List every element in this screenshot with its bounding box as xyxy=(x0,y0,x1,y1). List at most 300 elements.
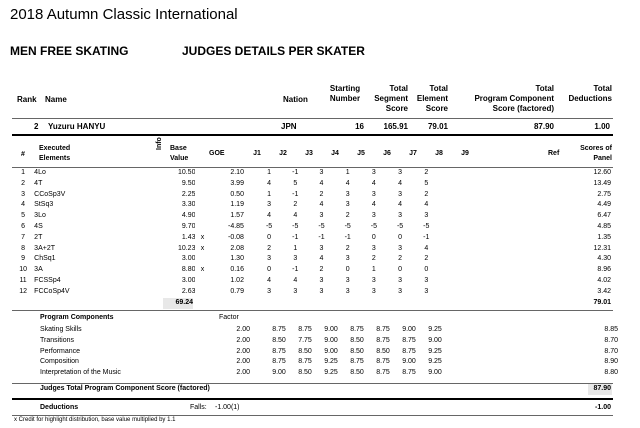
judge-score: 0 xyxy=(267,233,272,241)
judge-score: 8.50 xyxy=(298,347,312,355)
skater-rank: 2 xyxy=(34,122,39,131)
judge-score: 0 xyxy=(267,266,272,274)
judge-score: 8.75 xyxy=(376,326,390,333)
element-number: 3 xyxy=(21,190,26,198)
divider xyxy=(12,134,613,136)
judge-score: 2 xyxy=(424,169,429,176)
judge-score: 1 xyxy=(371,266,376,274)
judge-score: 9.00 xyxy=(402,326,416,333)
judge-score: -1 xyxy=(344,233,351,241)
element-panel-score: 12.60 xyxy=(593,169,611,176)
element-goe: -4.85 xyxy=(228,222,244,230)
pcs-total-label: Judges Total Program Component Score (factored) xyxy=(40,385,210,392)
deductions-label: Deductions xyxy=(40,404,79,411)
element-info xyxy=(153,168,164,179)
judge-score: 4 xyxy=(267,179,272,187)
judge-score: 9.00 xyxy=(272,369,286,377)
divider xyxy=(12,118,613,119)
spacer xyxy=(250,368,266,379)
judge-score: 3 xyxy=(319,276,324,284)
judge-score: 2 xyxy=(319,190,324,198)
judge-header: J8 xyxy=(435,150,443,157)
element-info xyxy=(153,211,164,222)
judge-score: -5 xyxy=(292,222,299,230)
ref-cell xyxy=(492,244,542,255)
element-number: 1 xyxy=(21,169,26,176)
skater-name: Yuzuru HANYU xyxy=(48,122,106,131)
judge-score xyxy=(439,211,465,222)
spacer xyxy=(12,347,34,358)
element-info xyxy=(153,179,164,190)
judge-score: 4 xyxy=(319,255,324,263)
element-base-value: 2.25 xyxy=(181,190,196,198)
executed-elements-header: Executed Elements xyxy=(39,145,71,162)
judge-score: 3 xyxy=(319,212,324,220)
judge-score: 3 xyxy=(293,255,298,263)
judge-header: J3 xyxy=(305,150,313,157)
judge-score xyxy=(466,254,492,265)
judge-score: 9.25 xyxy=(428,326,442,333)
element-bonus-mark xyxy=(195,168,209,179)
judge-score xyxy=(466,179,492,190)
element-panel-score: 4.30 xyxy=(597,255,611,263)
component-row xyxy=(12,357,620,368)
component-panel-score: 8.70 xyxy=(604,336,618,344)
judge-score: 2 xyxy=(424,255,429,263)
element-base-value: 4.90 xyxy=(181,212,196,220)
judge-score xyxy=(448,336,474,347)
judge-score xyxy=(439,287,465,298)
spacer xyxy=(250,347,266,358)
judge-score: 4 xyxy=(371,201,376,209)
element-base-value: 2.63 xyxy=(181,287,196,295)
spacer xyxy=(250,357,266,368)
judge-score: 1 xyxy=(293,244,298,252)
ref-cell xyxy=(492,179,542,190)
judge-score xyxy=(439,244,465,255)
pcs-total: 87.90 xyxy=(593,385,611,392)
judge-score: 4 xyxy=(424,201,429,209)
footnote: x Credit for highlight distribution, base value multiplied by 1.1 xyxy=(14,417,176,423)
judge-score xyxy=(466,222,492,233)
component-factor: 2.00 xyxy=(236,347,250,355)
judge-score: 4 xyxy=(371,179,376,187)
report-title: JUDGES DETAILS PER SKATER xyxy=(182,44,365,58)
element-name: StSq3 xyxy=(34,201,54,209)
element-goe: -0.08 xyxy=(228,233,244,241)
element-base-value: 10.23 xyxy=(177,244,196,252)
judge-score xyxy=(448,325,474,336)
judge-score: -1 xyxy=(292,233,299,241)
judge-score: -1 xyxy=(318,233,325,241)
element-bonus-mark xyxy=(195,200,209,211)
pcs-title: Program Components xyxy=(40,314,114,321)
component-name: Transitions xyxy=(40,336,74,344)
judge-score: 3 xyxy=(345,201,350,209)
component-row xyxy=(12,325,620,336)
element-panel-score: 4.85 xyxy=(597,222,611,230)
judge-score: 3 xyxy=(319,287,324,295)
spacer xyxy=(250,336,266,347)
element-goe: 1.57 xyxy=(230,212,244,220)
judge-score xyxy=(474,347,500,358)
judge-score: 2 xyxy=(319,266,324,274)
base-value-header: Base Value xyxy=(170,145,189,162)
component-name: Skating Skills xyxy=(40,326,82,333)
element-name: 2T xyxy=(34,233,43,241)
elements-table xyxy=(12,168,613,298)
num-header: # xyxy=(21,151,25,158)
element-goe: 0.79 xyxy=(230,287,244,295)
element-bonus-mark: x xyxy=(200,244,205,252)
component-row xyxy=(12,368,620,379)
judge-score: 1 xyxy=(267,190,272,198)
judge-score: 0 xyxy=(371,233,376,241)
element-bonus-mark xyxy=(195,287,209,298)
element-number: 8 xyxy=(21,244,26,252)
event-title: 2018 Autumn Classic International xyxy=(10,6,238,23)
element-info xyxy=(153,276,164,287)
judge-score: -5 xyxy=(265,222,273,230)
element-number: 9 xyxy=(21,255,26,263)
factor-header: Factor xyxy=(219,314,239,321)
judge-score: 8.50 xyxy=(350,336,364,344)
judge-score: 9.00 xyxy=(324,326,338,333)
judge-score: 4 xyxy=(398,201,403,209)
element-base-value: 10.50 xyxy=(177,169,196,176)
judge-score: 9.25 xyxy=(324,358,338,366)
judge-score: 3 xyxy=(293,287,298,295)
judge-score: 5 xyxy=(293,179,298,187)
element-panel-score: 12.31 xyxy=(593,244,611,252)
element-number: 4 xyxy=(21,201,26,209)
judge-score: 8.75 xyxy=(402,369,416,377)
judge-score: 4 xyxy=(398,179,403,187)
element-panel-score: 3.42 xyxy=(597,287,611,295)
element-info xyxy=(153,265,164,276)
skater-segment-score: 165.91 xyxy=(383,122,408,131)
judge-score: 8.75 xyxy=(402,347,416,355)
judge-header: J4 xyxy=(331,150,339,157)
component-name: Interpretation of the Music xyxy=(40,369,121,377)
judge-score: 2 xyxy=(345,212,350,220)
element-base-value: 1.43 xyxy=(181,233,196,241)
element-info xyxy=(153,254,164,265)
judge-score: 3 xyxy=(371,287,376,295)
element-row xyxy=(12,276,613,287)
component-factor: 2.00 xyxy=(236,369,250,377)
judge-header: J9 xyxy=(461,150,469,157)
element-name: FCCoSp4V xyxy=(34,287,70,295)
element-name: 3A xyxy=(34,266,43,274)
total-element-score-header: Total Element Score xyxy=(416,84,448,113)
total-pcs-header: Total Program Component Score (factored) xyxy=(474,84,554,113)
judge-score xyxy=(448,347,474,358)
element-bonus-mark xyxy=(195,276,209,287)
judge-score: 3 xyxy=(398,287,403,295)
judge-score: -1 xyxy=(423,233,430,241)
judge-header: J2 xyxy=(279,150,287,157)
nation-header: Nation xyxy=(283,95,308,104)
judge-score: 4 xyxy=(293,276,298,284)
judge-score: 9.25 xyxy=(428,347,442,355)
spacer xyxy=(250,325,266,336)
judge-score xyxy=(439,276,465,287)
element-name: 3A+2T xyxy=(34,244,55,252)
element-goe: 3.99 xyxy=(230,179,244,187)
judge-score: 1 xyxy=(345,169,350,176)
judge-score xyxy=(466,190,492,201)
judge-score: 0 xyxy=(424,266,429,274)
spacer xyxy=(12,368,34,379)
element-number: 12 xyxy=(19,287,27,295)
judge-score: 9.25 xyxy=(324,369,338,377)
goe-header: GOE xyxy=(209,150,225,157)
judge-score: 3 xyxy=(371,169,376,176)
element-goe: 1.30 xyxy=(230,255,244,263)
element-name: FCSSp4 xyxy=(34,276,61,284)
judge-score: 3 xyxy=(319,169,324,176)
judge-score: 9.00 xyxy=(428,336,442,344)
judge-score xyxy=(466,168,492,179)
judge-score: 8.75 xyxy=(272,326,286,333)
element-name: ChSq1 xyxy=(34,255,56,263)
element-base-value: 9.50 xyxy=(181,179,196,187)
spacer xyxy=(12,325,34,336)
judge-score xyxy=(439,233,465,244)
element-number: 6 xyxy=(21,222,26,230)
total-segment-score-header: Total Segment Score xyxy=(374,84,408,113)
judge-score: 8.50 xyxy=(350,347,364,355)
judge-score: -5 xyxy=(318,222,325,230)
element-row xyxy=(12,168,613,179)
element-bonus-mark xyxy=(195,254,209,265)
element-base-value: 3.00 xyxy=(181,255,196,263)
judge-score: 3 xyxy=(371,212,376,220)
element-goe: 1.19 xyxy=(230,201,244,209)
judge-score xyxy=(439,179,465,190)
component-panel-score: 8.70 xyxy=(604,347,618,355)
component-panel-score: 8.80 xyxy=(604,369,618,377)
ref-cell xyxy=(500,357,550,368)
ref-cell xyxy=(500,347,550,358)
judge-score xyxy=(474,368,500,379)
judge-score: 4 xyxy=(319,179,324,187)
skater-pcs: 87.90 xyxy=(533,122,554,131)
judge-score xyxy=(466,244,492,255)
element-panel-score: 4.02 xyxy=(597,276,611,284)
judge-score: 9.00 xyxy=(324,347,338,355)
ref-cell xyxy=(500,368,550,379)
ref-cell xyxy=(492,233,542,244)
judge-score xyxy=(439,168,465,179)
ref-cell xyxy=(492,265,542,276)
judge-score: 8.75 xyxy=(376,369,390,377)
judge-score: -5 xyxy=(344,222,351,230)
spacer xyxy=(12,357,34,368)
judge-score xyxy=(466,265,492,276)
judge-score: 9.25 xyxy=(428,358,442,366)
judge-score: 3 xyxy=(267,255,272,263)
element-info xyxy=(153,287,164,298)
spacer xyxy=(12,336,34,347)
deductions-total: -1.00 xyxy=(595,404,611,411)
info-header: Info xyxy=(156,137,163,150)
components-table xyxy=(12,325,620,379)
judge-score: 3 xyxy=(345,276,350,284)
judge-score: 8.75 xyxy=(272,347,286,355)
element-number: 5 xyxy=(21,212,26,220)
element-base-value: 3.00 xyxy=(181,276,196,284)
ref-cell xyxy=(492,190,542,201)
total-deductions-header: Total Deductions xyxy=(568,84,612,103)
judge-score: 8.75 xyxy=(402,336,416,344)
ref-cell xyxy=(492,254,542,265)
judge-score: 8.50 xyxy=(298,369,312,377)
element-bonus-mark xyxy=(195,211,209,222)
judge-score: 4 xyxy=(267,276,272,284)
element-panel-score: 6.47 xyxy=(597,212,611,220)
element-panel-score: 2.75 xyxy=(597,190,611,198)
judge-score: 5 xyxy=(424,179,429,187)
element-row xyxy=(12,222,613,233)
judge-score: 3 xyxy=(424,212,429,220)
element-name: CCoSp3V xyxy=(34,190,66,198)
judge-score: 8.75 xyxy=(376,336,390,344)
judge-score: 3 xyxy=(424,287,429,295)
element-panel-score: 8.96 xyxy=(597,266,611,274)
judge-score: 4 xyxy=(424,244,429,252)
judge-score: 3 xyxy=(398,190,403,198)
judge-score: 3 xyxy=(345,190,350,198)
judge-score: -1 xyxy=(292,266,299,274)
judge-score: 4 xyxy=(293,212,298,220)
judge-score: 2 xyxy=(345,244,350,252)
judge-score xyxy=(439,200,465,211)
ref-cell xyxy=(492,200,542,211)
ref-cell xyxy=(492,276,542,287)
judge-score: 0 xyxy=(398,233,403,241)
judge-score: -5 xyxy=(423,222,430,230)
component-row xyxy=(12,336,620,347)
judge-score: 2 xyxy=(267,244,272,252)
component-panel-score: 8.90 xyxy=(604,358,618,366)
judge-header: J1 xyxy=(253,150,261,157)
component-row xyxy=(12,347,620,358)
divider xyxy=(12,310,613,311)
judge-score xyxy=(474,325,500,336)
element-bonus-mark xyxy=(195,222,209,233)
judge-score xyxy=(439,265,465,276)
judge-score: 0 xyxy=(398,266,403,274)
ref-cell xyxy=(492,222,542,233)
component-factor: 2.00 xyxy=(236,336,250,344)
element-goe: 0.50 xyxy=(230,190,244,198)
judge-score: 2 xyxy=(398,255,403,263)
judge-score: 8.75 xyxy=(376,358,390,366)
judge-score xyxy=(448,368,474,379)
skater-element-score: 79.01 xyxy=(427,122,448,131)
element-row xyxy=(12,244,613,255)
element-base-value: 8.80 xyxy=(181,266,196,274)
element-info xyxy=(153,222,164,233)
starting-number-header: Starting Number xyxy=(329,84,361,103)
judge-score: 4 xyxy=(345,179,350,187)
element-bonus-mark xyxy=(195,190,209,201)
element-number: 10 xyxy=(19,266,27,274)
judge-score: 3 xyxy=(371,276,376,284)
skater-deductions: 1.00 xyxy=(594,122,610,131)
judge-score: 8.50 xyxy=(350,369,364,377)
element-panel-score: 13.49 xyxy=(593,179,611,187)
judge-score xyxy=(439,222,465,233)
judge-score: 7.75 xyxy=(298,336,312,344)
judge-score: 2 xyxy=(371,255,376,263)
judge-score: 8.75 xyxy=(350,358,364,366)
ref-header: Ref xyxy=(548,150,560,157)
segment-title: MEN FREE SKATING xyxy=(10,44,129,58)
judge-score: 3 xyxy=(371,190,376,198)
judge-score xyxy=(474,336,500,347)
ref-cell xyxy=(500,325,550,336)
judge-score: 8.75 xyxy=(350,326,364,333)
judge-score xyxy=(439,190,465,201)
tes-total: 79.01 xyxy=(593,299,611,306)
judge-score: 8.75 xyxy=(298,326,312,333)
divider xyxy=(12,398,613,400)
element-name: 4S xyxy=(34,222,43,230)
ref-cell xyxy=(500,336,550,347)
element-row xyxy=(12,265,613,276)
element-row xyxy=(12,190,613,201)
judge-score: 3 xyxy=(398,169,403,176)
element-number: 2 xyxy=(21,179,26,187)
element-base-value: 9.70 xyxy=(181,222,196,230)
judge-score: 3 xyxy=(267,287,272,295)
judge-score: 2 xyxy=(293,201,298,209)
element-name: 4Lo xyxy=(34,169,46,176)
judge-header: J5 xyxy=(357,150,365,157)
element-info xyxy=(153,233,164,244)
element-row xyxy=(12,179,613,190)
element-goe: 2.08 xyxy=(230,244,244,252)
component-panel-score: 8.85 xyxy=(604,326,618,333)
element-goe: 2.10 xyxy=(230,169,244,176)
judge-score: 4 xyxy=(267,212,272,220)
judge-score: 8.50 xyxy=(272,336,286,344)
component-factor: 2.00 xyxy=(236,326,250,333)
judge-score: 1 xyxy=(267,169,272,176)
element-number: 11 xyxy=(19,276,27,284)
name-header: Name xyxy=(45,95,67,104)
element-row xyxy=(12,200,613,211)
element-row xyxy=(12,254,613,265)
element-name: 4T xyxy=(34,179,43,187)
element-info xyxy=(153,190,164,201)
element-number: 7 xyxy=(21,233,26,241)
skater-nation: JPN xyxy=(281,122,297,131)
judge-score: 9.00 xyxy=(402,358,416,366)
element-goe: 0.16 xyxy=(230,266,244,274)
judge-score: 8.75 xyxy=(272,358,286,366)
judge-score xyxy=(448,357,474,368)
element-base-value: 3.30 xyxy=(181,201,196,209)
judge-score: -1 xyxy=(292,190,299,198)
judge-score: 3 xyxy=(424,276,429,284)
element-row xyxy=(12,287,613,298)
judge-score: 8.75 xyxy=(298,358,312,366)
judge-header: J7 xyxy=(409,150,417,157)
